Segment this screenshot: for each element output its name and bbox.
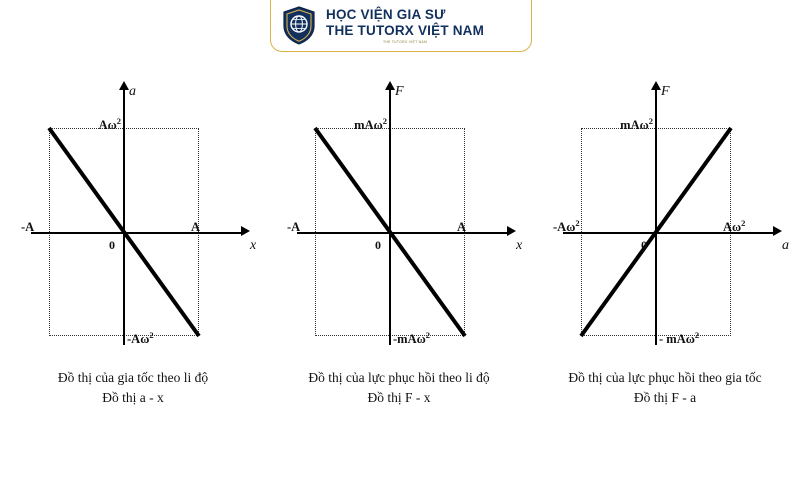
origin-label: 0	[375, 238, 381, 252]
plot-area-F-a	[545, 72, 789, 362]
y-axis-label: F	[395, 84, 404, 99]
x-axis-arrow-icon	[507, 226, 516, 236]
x-max-label: A	[191, 220, 201, 235]
data-line	[49, 128, 199, 336]
x-min-label: -A	[287, 220, 301, 235]
origin-label: 0	[641, 238, 647, 252]
brand-subtitle: THE TUTORX VIỆT NAM	[382, 39, 428, 44]
data-line	[581, 128, 731, 336]
y-axis-label: a	[129, 84, 136, 99]
x-max-label: $A\omega^2$	[723, 218, 746, 235]
y-max-label: mAω$^2$	[620, 116, 653, 133]
y-min-label: $-A\omega^2$	[127, 330, 154, 347]
figure-caption	[532, 368, 798, 407]
caption-line-1: Đồ thị của gia tốc theo li độ	[57, 370, 209, 385]
x-axis-label: a	[782, 238, 789, 253]
y-axis-arrow-icon	[385, 81, 395, 90]
brand-line-2: THE TUTORX VIỆT NAM	[326, 22, 485, 38]
x-min-label: $-A\omega^2$	[553, 218, 580, 235]
y-max-label: $A\omega^2$	[98, 116, 121, 133]
x-axis-label: x	[250, 238, 257, 253]
plot-area-F-x	[279, 72, 523, 362]
y-axis-arrow-icon	[119, 81, 129, 90]
caption-line-1: Đồ thị của lực phục hồi theo gia tốc	[568, 370, 762, 385]
x-axis-arrow-icon	[773, 226, 782, 236]
brand-badge	[270, 0, 532, 52]
figure-caption	[0, 368, 266, 407]
y-axis-label: F	[661, 84, 670, 99]
brand-line-1: HỌC VIỆN GIA SƯ	[326, 7, 446, 23]
figure-row	[0, 72, 800, 407]
shield-crest-icon	[281, 6, 317, 46]
x-axis-label: x	[516, 238, 523, 253]
figure-caption	[266, 368, 532, 407]
figure-F-x	[266, 72, 532, 407]
data-line	[315, 128, 465, 336]
y-min-label: - mAω$^2$	[659, 330, 700, 347]
figure-a-x	[0, 72, 266, 407]
caption-line-1: Đồ thị của lực phục hồi theo li độ	[308, 370, 490, 385]
caption-line-2: Đồ thị a - x	[102, 389, 164, 405]
origin-label: 0	[109, 238, 115, 252]
y-max-label: mAω$^2$	[354, 116, 387, 133]
x-min-label: -A	[21, 220, 35, 235]
y-axis-arrow-icon	[651, 81, 661, 90]
caption-line-2: Đồ thị F - a	[633, 389, 697, 405]
x-max-label: A	[457, 220, 467, 235]
plot-area-a-x	[13, 72, 257, 362]
y-min-label: -mAω$^2$	[393, 330, 430, 347]
x-axis-arrow-icon	[241, 226, 250, 236]
figure-F-a	[532, 72, 798, 407]
caption-line-2: Đồ thị F - x	[367, 389, 431, 405]
